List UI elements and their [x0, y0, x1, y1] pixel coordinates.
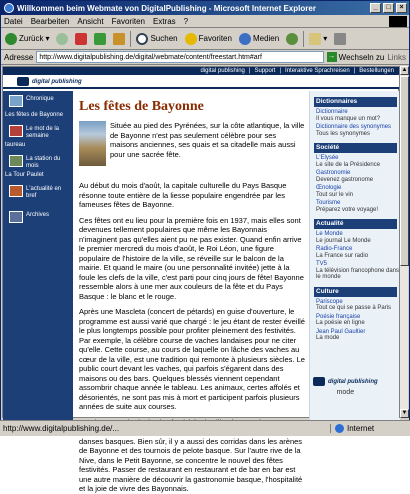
topnav-sprachreisen[interactable]: Interaktive Sprachreisen [285, 68, 350, 74]
links-button[interactable]: Links [387, 52, 406, 62]
maximize-button[interactable]: □ [383, 3, 394, 13]
search-button[interactable] [134, 32, 179, 46]
go-arrow-icon: → [328, 53, 336, 60]
stop-button[interactable] [73, 32, 89, 46]
favorites-button[interactable] [183, 32, 234, 46]
article-intro [77, 121, 309, 181]
nav-label: La station du mois [26, 156, 61, 169]
logo-mark-icon [313, 377, 325, 386]
article-title: Les fêtes de Bayonne [79, 99, 204, 114]
sidebar-link[interactable] [316, 231, 400, 244]
right-sidebar [309, 91, 400, 421]
link-title: Dictionnaire [316, 109, 348, 115]
paragraph-4: danses basques. Bien sûr, il y a aussi des corridas dans les arènes de Bayonne et des tournois de pelote basque. Sur l'autre rive de la Nive, dans le Petit Bayonne, se concentre le nouvel des fêtes festivités. Passer de restaurant en restaurant et de bar en bar est une autre manière de découvrir la gastronomie basque, l'hospitalité et la joie de vivre des Bayonnais. [79, 436, 303, 493]
section-heading: Actualité [314, 219, 397, 229]
paragraph-1: Au début du mois d'août, la capitale culturelle du Pays Basque résonne toute entière de la liesse populaire engendrée par les fameuses fêtes de Bayonne. [79, 181, 287, 209]
link-desc: Tout ce qui se passe à Paris [316, 305, 392, 311]
search-icon [136, 33, 148, 45]
link-desc: Préparez votre voyage! [316, 206, 379, 213]
media-label: Medien [252, 34, 280, 43]
sidebar-link[interactable] [316, 155, 400, 168]
site-logo[interactable] [17, 77, 82, 86]
intro-text: Située au pied des Pyrénées, sur la côte atlantique, la ville de Bayonne n'est pas seulement célèbre pour ses maisons anciennes, ses quais et sa citadelle mais aussi pour une sacrée fête. [110, 121, 305, 159]
footer-mode-text: mode [336, 389, 355, 396]
refresh-icon [94, 33, 106, 45]
menu-bar [1, 15, 409, 28]
toolbar-separator [130, 31, 131, 47]
menu-file[interactable]: Datei [4, 16, 23, 26]
link-title: Le Monde [316, 231, 343, 237]
go-button[interactable] [327, 52, 385, 62]
go-label: Wechseln zu [338, 52, 385, 62]
link-title: Tourisme [316, 200, 341, 206]
sidebar-link[interactable] [316, 329, 400, 342]
link-desc: La France sur radio [316, 252, 369, 259]
sidebar-link[interactable] [316, 185, 400, 198]
section-heading: Société [314, 143, 397, 153]
security-zone [330, 424, 410, 433]
address-label: Adresse [4, 52, 34, 62]
archives-thumbnail [9, 211, 23, 223]
link-title: L'Elysée [316, 155, 339, 161]
link-desc: La poésie en ligne [316, 320, 365, 326]
topnav-home[interactable]: digital publishing [200, 68, 245, 74]
link-desc: Devenez gastronome [316, 176, 374, 183]
link-desc: La télévision francophone dans le monde [316, 267, 400, 280]
media-icon [239, 33, 251, 45]
menu-tools[interactable]: Extras [152, 16, 176, 26]
section-heading: Culture [314, 287, 397, 297]
link-title: TV5 [316, 261, 328, 267]
sidebar-link[interactable] [316, 261, 400, 281]
mail-icon [309, 33, 321, 45]
address-bar [1, 50, 409, 65]
nav-item-actualite[interactable] [3, 183, 73, 211]
sidebar-link[interactable] [316, 314, 400, 327]
sidebar-link[interactable] [316, 124, 400, 137]
menu-favorites[interactable]: Favoriten [111, 16, 145, 26]
star-icon [185, 33, 197, 45]
link-title: Radio-France [316, 246, 353, 252]
link-title: Œnologie [316, 185, 342, 191]
nav-label: Le mot de la semaine [26, 126, 60, 139]
nav-item-mot-semaine[interactable] [3, 123, 73, 151]
back-button[interactable]: Zurück ▾ [3, 32, 51, 46]
nav-sub: taureau [5, 142, 26, 148]
status-text: http://www.digitalpublishing.de/... [3, 424, 120, 433]
ie-icon [4, 3, 14, 13]
link-desc: Il vous manque un mot? [316, 115, 381, 122]
link-desc: Le site de la Présidence [316, 161, 381, 168]
link-desc: Tous les synonymes [316, 130, 371, 137]
window-title: Willkommen beim Webmate von DigitalPublishing - Microsoft Internet Explorer [17, 3, 316, 13]
topnav-support[interactable]: Support [254, 68, 276, 74]
home-button[interactable] [111, 32, 127, 46]
menu-edit[interactable]: Bearbeiten [30, 16, 70, 26]
link-desc: Le journal Le Monde [316, 237, 371, 244]
logo-text: digital publishing [32, 78, 82, 85]
nav-sub: Les fêtes de Bayonne [5, 112, 64, 118]
topnav-bestellungen[interactable]: Bestellungen [359, 68, 394, 74]
back-arrow-icon [5, 33, 17, 45]
close-button[interactable]: × [396, 3, 407, 13]
nav-sub: La Tour Paulet [5, 172, 44, 178]
link-desc: La mode [316, 335, 340, 341]
toolbar [1, 28, 409, 50]
logo-mark-icon [17, 77, 29, 86]
globe-icon [335, 424, 344, 433]
print-button[interactable] [332, 32, 348, 46]
left-navigation [3, 91, 73, 421]
nav-label: Chronique [26, 96, 54, 102]
scroll-down-button[interactable]: ▼ [401, 410, 408, 416]
nav-item-archives[interactable] [3, 209, 73, 229]
footer-logo-text: digital publishing [328, 378, 378, 385]
scroll-up-button[interactable]: ▲ [401, 67, 408, 73]
nav-item-station[interactable] [3, 153, 73, 181]
link-title: Dictionnaire des synonymes [316, 124, 392, 130]
bayonne-photo [79, 121, 106, 166]
footer-logo [313, 377, 378, 396]
history-button[interactable] [284, 32, 300, 46]
section-heading: Dictionnaires [314, 97, 397, 107]
title-bar [1, 1, 409, 15]
mail-button[interactable]: ▾ [307, 32, 329, 46]
minimize-button[interactable]: _ [370, 3, 381, 13]
station-thumbnail [9, 155, 23, 167]
menu-view[interactable]: Ansicht [77, 16, 104, 26]
toolbar-separator [303, 31, 304, 47]
forward-arrow-icon [56, 33, 68, 45]
link-title: Gastronomie [316, 170, 351, 176]
back-label: Zurück [19, 34, 44, 43]
chronique-thumbnail [9, 95, 23, 107]
address-url: http://www.digitalpublishing.de/digital/webmate/content/freestart.htm#arf [39, 53, 262, 61]
refresh-button[interactable] [92, 32, 108, 46]
actualite-thumbnail [9, 185, 23, 197]
mot-thumbnail [9, 125, 23, 137]
print-icon [334, 33, 346, 45]
link-title: Pariscope [316, 298, 343, 305]
history-icon [286, 33, 298, 45]
forward-button[interactable] [54, 32, 70, 46]
top-navigation: digital publishing | Support | Interaktive Sprachreisen | Bestellungen [3, 67, 400, 75]
windows-logo-icon [389, 16, 407, 27]
nav-label: Archives [26, 212, 50, 218]
sidebar-link[interactable] [316, 170, 400, 183]
menu-help[interactable]: ? [183, 16, 189, 26]
zone-label: Internet [347, 424, 375, 433]
favorites-label: Favoriten [198, 34, 232, 43]
media-button[interactable] [237, 32, 281, 46]
scroll-thumb[interactable] [400, 76, 409, 266]
vertical-scrollbar[interactable] [399, 66, 408, 418]
link-title: Poésie française [316, 313, 361, 320]
home-icon [113, 33, 125, 45]
sidebar-link[interactable] [316, 299, 400, 312]
status-bar [0, 420, 410, 436]
link-desc: Tout sur le vin [316, 191, 354, 198]
paragraph-2: Ces fêtes ont eu lieu pour la première fois en 1937, mais elles sont devenues tellement populaires que même les Bayonnais n'imaginent pas qu'elles aient pu ne pas exister. Quand enfin arrive le premier mercredi du mois d'août, le Roi Léon, une figure populaire de l'histoire de la ville, se réveille sur le balcon de la mairie. Et quand le maire (ou une personnalité invitée) jette à la foule les clefs de la ville, c'est parti pour cinq jours de fête! Bayonne ressemble alors à une mer aux couleurs de la fête et du Pays Basque : le blanc et le rouge. [79, 215, 304, 301]
stop-icon [75, 33, 87, 45]
nav-label: L'actualité en bref [26, 186, 62, 199]
brand-row [3, 75, 400, 89]
search-label: Suchen [150, 34, 178, 43]
link-title: Jean Paul Gaultier [316, 328, 366, 335]
sidebar-link[interactable] [316, 200, 400, 213]
article [77, 91, 309, 493]
sidebar-link[interactable] [316, 246, 400, 259]
sidebar-link[interactable] [316, 109, 400, 122]
address-input[interactable] [36, 51, 323, 63]
paragraph-3: Après une Mascleta (concert de pétards) en guise d'ouverture, le programme est aussi varié que chargé : le jeu étant de rester éveillé le plus longtemps possible pour profiter pleinement des festivités. Par exemple, la célèbre course de vaches landaises pour ne citer qu'elle. Cette course, au cours de laquelle on lâche des vaches au cœur de la ville, est une tradition qui remonte à plusieurs siècles. Le public court devant les vaches, qui parfois s'égarent dans des maisons ou des bars. Quelques blessés viennent cependant assombrir chaque année le tableau. Les animaux, certes affolés et désorientés, ne sont pas mis à mort et participent parfois plusieurs années de suite aux courses. [79, 307, 305, 411]
nav-item-chronique[interactable] [3, 93, 73, 121]
